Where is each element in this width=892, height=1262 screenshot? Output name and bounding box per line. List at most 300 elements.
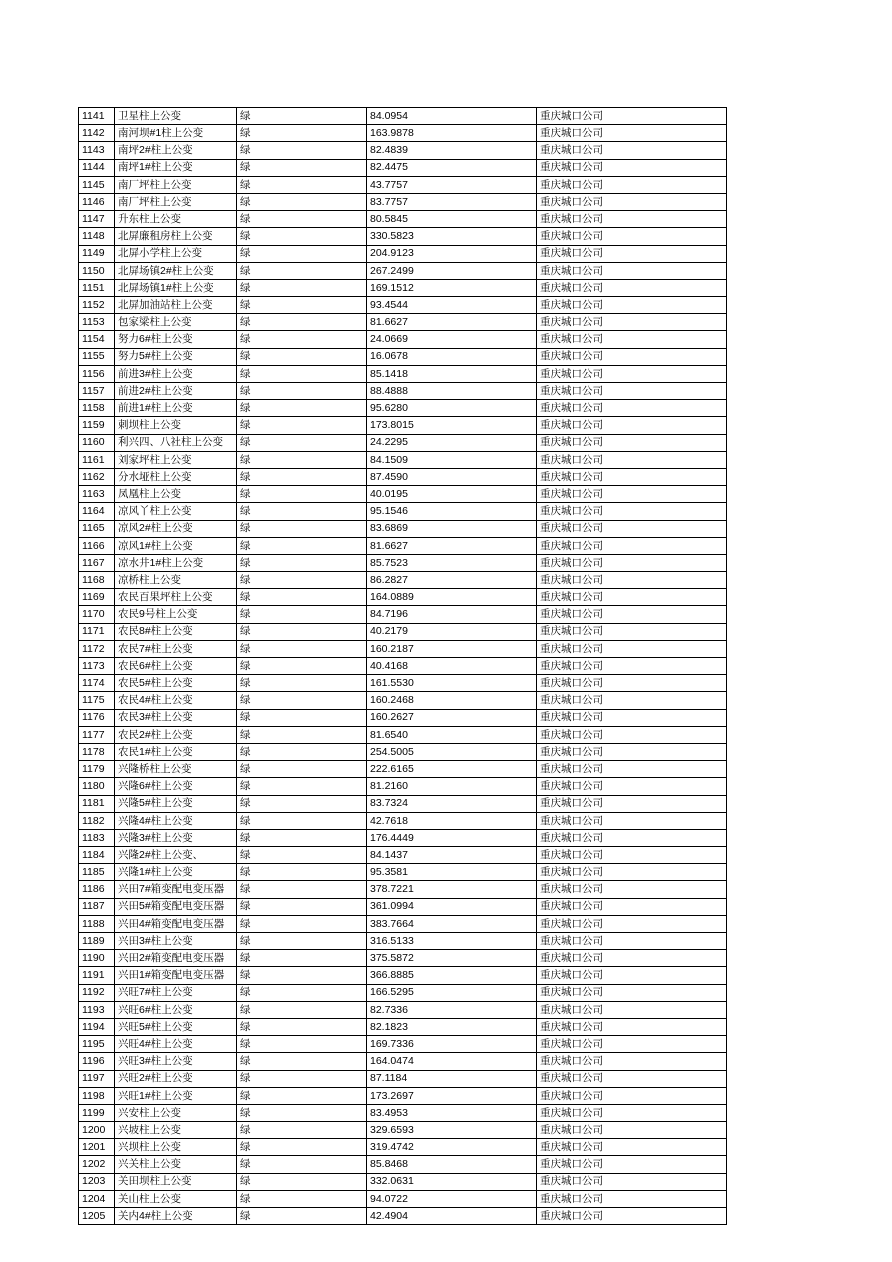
device-name: 北屏加油站柱上公变 [115, 297, 237, 314]
color-label: 绿 [237, 829, 367, 846]
value: 166.5295 [367, 984, 537, 1001]
color-label: 绿 [237, 778, 367, 795]
value: 84.1437 [367, 847, 537, 864]
table-row [79, 434, 727, 451]
device-name: 农民百果坪柱上公变 [115, 589, 237, 606]
row-index: 1145 [79, 176, 115, 193]
color-label: 绿 [237, 193, 367, 210]
value: 40.2179 [367, 623, 537, 640]
device-name: 兴隆桥柱上公变 [115, 761, 237, 778]
device-name: 兴旺7#柱上公变 [115, 984, 237, 1001]
value: 378.7221 [367, 881, 537, 898]
device-name: 南坪1#柱上公变 [115, 159, 237, 176]
table-row [79, 675, 727, 692]
value: 95.6280 [367, 400, 537, 417]
color-label: 绿 [237, 331, 367, 348]
device-name: 北屏场镇2#柱上公变 [115, 262, 237, 279]
row-index: 1147 [79, 211, 115, 228]
row-index: 1143 [79, 142, 115, 159]
value: 164.0889 [367, 589, 537, 606]
device-name: 兴安柱上公变 [115, 1104, 237, 1121]
device-name: 刺坝柱上公变 [115, 417, 237, 434]
color-label: 绿 [237, 468, 367, 485]
table-row [79, 1018, 727, 1035]
value: 222.6165 [367, 761, 537, 778]
table-row [79, 743, 727, 760]
device-name: 农民9号柱上公变 [115, 606, 237, 623]
value: 82.1823 [367, 1018, 537, 1035]
row-index: 1173 [79, 658, 115, 675]
color-label: 绿 [237, 279, 367, 296]
color-label: 绿 [237, 898, 367, 915]
value: 84.0954 [367, 108, 537, 125]
color-label: 绿 [237, 795, 367, 812]
color-label: 绿 [237, 967, 367, 984]
company-name: 重庆城口公司 [537, 675, 727, 692]
row-index: 1165 [79, 520, 115, 537]
value: 95.1546 [367, 503, 537, 520]
table-row [79, 881, 727, 898]
color-label: 绿 [237, 1156, 367, 1173]
color-label: 绿 [237, 1190, 367, 1207]
device-name: 兴旺1#柱上公变 [115, 1087, 237, 1104]
company-name: 重庆城口公司 [537, 486, 727, 503]
value: 95.3581 [367, 864, 537, 881]
device-name: 兴关柱上公变 [115, 1156, 237, 1173]
device-name: 北屏廉租房柱上公变 [115, 228, 237, 245]
row-index: 1164 [79, 503, 115, 520]
table-row [79, 331, 727, 348]
row-index: 1198 [79, 1087, 115, 1104]
row-index: 1204 [79, 1190, 115, 1207]
color-label: 绿 [237, 726, 367, 743]
color-label: 绿 [237, 1018, 367, 1035]
company-name: 重庆城口公司 [537, 950, 727, 967]
color-label: 绿 [237, 211, 367, 228]
device-name: 分水垭柱上公变 [115, 468, 237, 485]
row-index: 1178 [79, 743, 115, 760]
row-index: 1174 [79, 675, 115, 692]
row-index: 1161 [79, 451, 115, 468]
company-name: 重庆城口公司 [537, 176, 727, 193]
value: 176.4449 [367, 829, 537, 846]
table-row [79, 468, 727, 485]
color-label: 绿 [237, 1070, 367, 1087]
device-name: 农民8#柱上公变 [115, 623, 237, 640]
value: 24.2295 [367, 434, 537, 451]
row-index: 1157 [79, 383, 115, 400]
row-index: 1195 [79, 1036, 115, 1053]
row-index: 1191 [79, 967, 115, 984]
company-name: 重庆城口公司 [537, 1173, 727, 1190]
color-label: 绿 [237, 915, 367, 932]
row-index: 1144 [79, 159, 115, 176]
company-name: 重庆城口公司 [537, 142, 727, 159]
device-name: 兴田5#箱变配电变压器 [115, 898, 237, 915]
row-index: 1179 [79, 761, 115, 778]
value: 42.4904 [367, 1208, 537, 1225]
row-index: 1155 [79, 348, 115, 365]
value: 86.2827 [367, 572, 537, 589]
device-name: 兴田3#柱上公变 [115, 933, 237, 950]
company-name: 重庆城口公司 [537, 434, 727, 451]
company-name: 重庆城口公司 [537, 589, 727, 606]
table-row [79, 933, 727, 950]
table-row [79, 1070, 727, 1087]
device-name: 兴隆2#柱上公变、 [115, 847, 237, 864]
table-row [79, 279, 727, 296]
company-name: 重庆城口公司 [537, 812, 727, 829]
color-label: 绿 [237, 142, 367, 159]
table-row [79, 314, 727, 331]
value: 85.1418 [367, 365, 537, 382]
color-label: 绿 [237, 606, 367, 623]
company-name: 重庆城口公司 [537, 1053, 727, 1070]
device-name: 前进2#柱上公变 [115, 383, 237, 400]
company-name: 重庆城口公司 [537, 898, 727, 915]
value: 83.7324 [367, 795, 537, 812]
device-name: 兴隆5#柱上公变 [115, 795, 237, 812]
table-row [79, 761, 727, 778]
device-name: 兴田1#箱变配电变压器 [115, 967, 237, 984]
row-index: 1141 [79, 108, 115, 125]
row-index: 1175 [79, 692, 115, 709]
device-name: 关山柱上公变 [115, 1190, 237, 1207]
color-label: 绿 [237, 348, 367, 365]
color-label: 绿 [237, 933, 367, 950]
color-label: 绿 [237, 743, 367, 760]
device-name: 兴旺4#柱上公变 [115, 1036, 237, 1053]
row-index: 1172 [79, 640, 115, 657]
row-index: 1199 [79, 1104, 115, 1121]
device-name: 北屏小学柱上公变 [115, 245, 237, 262]
company-name: 重庆城口公司 [537, 211, 727, 228]
color-label: 绿 [237, 434, 367, 451]
color-label: 绿 [237, 554, 367, 571]
company-name: 重庆城口公司 [537, 1001, 727, 1018]
device-name: 利兴四、八社柱上公变 [115, 434, 237, 451]
table-row [79, 847, 727, 864]
row-index: 1151 [79, 279, 115, 296]
color-label: 绿 [237, 572, 367, 589]
row-index: 1177 [79, 726, 115, 743]
table-row [79, 623, 727, 640]
transformer-table [78, 107, 727, 1225]
device-name: 刘家坪柱上公变 [115, 451, 237, 468]
table-row [79, 520, 727, 537]
device-name: 农民5#柱上公变 [115, 675, 237, 692]
device-name: 兴田2#箱变配电变压器 [115, 950, 237, 967]
color-label: 绿 [237, 1173, 367, 1190]
value: 169.7336 [367, 1036, 537, 1053]
value: 81.6540 [367, 726, 537, 743]
device-name: 兴旺3#柱上公变 [115, 1053, 237, 1070]
table-row [79, 1156, 727, 1173]
value: 88.4888 [367, 383, 537, 400]
value: 173.8015 [367, 417, 537, 434]
row-index: 1159 [79, 417, 115, 434]
color-label: 绿 [237, 589, 367, 606]
row-index: 1160 [79, 434, 115, 451]
table-row [79, 726, 727, 743]
color-label: 绿 [237, 881, 367, 898]
company-name: 重庆城口公司 [537, 709, 727, 726]
table-row [79, 451, 727, 468]
row-index: 1196 [79, 1053, 115, 1070]
device-name: 兴田4#箱变配电变压器 [115, 915, 237, 932]
color-label: 绿 [237, 950, 367, 967]
table-row [79, 984, 727, 1001]
company-name: 重庆城口公司 [537, 915, 727, 932]
color-label: 绿 [237, 245, 367, 262]
device-name: 凉风2#柱上公变 [115, 520, 237, 537]
row-index: 1169 [79, 589, 115, 606]
device-name: 农民6#柱上公变 [115, 658, 237, 675]
company-name: 重庆城口公司 [537, 692, 727, 709]
table-row [79, 829, 727, 846]
color-label: 绿 [237, 297, 367, 314]
company-name: 重庆城口公司 [537, 193, 727, 210]
company-name: 重庆城口公司 [537, 640, 727, 657]
color-label: 绿 [237, 176, 367, 193]
color-label: 绿 [237, 1001, 367, 1018]
table-row [79, 503, 727, 520]
device-name: 农民3#柱上公变 [115, 709, 237, 726]
row-index: 1190 [79, 950, 115, 967]
color-label: 绿 [237, 1053, 367, 1070]
value: 43.7757 [367, 176, 537, 193]
color-label: 绿 [237, 1139, 367, 1156]
company-name: 重庆城口公司 [537, 829, 727, 846]
color-label: 绿 [237, 709, 367, 726]
value: 40.4168 [367, 658, 537, 675]
value: 82.4475 [367, 159, 537, 176]
table-row [79, 812, 727, 829]
company-name: 重庆城口公司 [537, 108, 727, 125]
company-name: 重庆城口公司 [537, 279, 727, 296]
table-row [79, 537, 727, 554]
table-row [79, 417, 727, 434]
table-row [79, 967, 727, 984]
value: 329.6593 [367, 1122, 537, 1139]
value: 160.2187 [367, 640, 537, 657]
device-name: 凤凰柱上公变 [115, 486, 237, 503]
device-name: 凉水井1#柱上公变 [115, 554, 237, 571]
company-name: 重庆城口公司 [537, 1139, 727, 1156]
row-index: 1188 [79, 915, 115, 932]
company-name: 重庆城口公司 [537, 1190, 727, 1207]
row-index: 1205 [79, 1208, 115, 1225]
table-row [79, 400, 727, 417]
company-name: 重庆城口公司 [537, 159, 727, 176]
color-label: 绿 [237, 537, 367, 554]
value: 87.1184 [367, 1070, 537, 1087]
company-name: 重庆城口公司 [537, 967, 727, 984]
table-row [79, 778, 727, 795]
row-index: 1194 [79, 1018, 115, 1035]
value: 204.9123 [367, 245, 537, 262]
table-row [79, 297, 727, 314]
color-label: 绿 [237, 984, 367, 1001]
company-name: 重庆城口公司 [537, 761, 727, 778]
device-name: 南坪2#柱上公变 [115, 142, 237, 159]
company-name: 重庆城口公司 [537, 125, 727, 142]
device-name: 兴旺6#柱上公变 [115, 1001, 237, 1018]
value: 316.5133 [367, 933, 537, 950]
row-index: 1200 [79, 1122, 115, 1139]
color-label: 绿 [237, 417, 367, 434]
company-name: 重庆城口公司 [537, 537, 727, 554]
value: 164.0474 [367, 1053, 537, 1070]
company-name: 重庆城口公司 [537, 503, 727, 520]
color-label: 绿 [237, 1104, 367, 1121]
row-index: 1158 [79, 400, 115, 417]
company-name: 重庆城口公司 [537, 743, 727, 760]
color-label: 绿 [237, 108, 367, 125]
device-name: 凉风丫柱上公变 [115, 503, 237, 520]
company-name: 重庆城口公司 [537, 400, 727, 417]
value: 81.6627 [367, 314, 537, 331]
color-label: 绿 [237, 864, 367, 881]
table-row [79, 348, 727, 365]
color-label: 绿 [237, 1036, 367, 1053]
value: 40.0195 [367, 486, 537, 503]
device-name: 兴隆3#柱上公变 [115, 829, 237, 846]
row-index: 1170 [79, 606, 115, 623]
row-index: 1201 [79, 1139, 115, 1156]
value: 163.9878 [367, 125, 537, 142]
company-name: 重庆城口公司 [537, 1104, 727, 1121]
table-row [79, 365, 727, 382]
company-name: 重庆城口公司 [537, 847, 727, 864]
device-name: 农民4#柱上公变 [115, 692, 237, 709]
company-name: 重庆城口公司 [537, 451, 727, 468]
company-name: 重庆城口公司 [537, 228, 727, 245]
row-index: 1184 [79, 847, 115, 864]
company-name: 重庆城口公司 [537, 1122, 727, 1139]
device-name: 包家梁柱上公变 [115, 314, 237, 331]
table-row [79, 554, 727, 571]
company-name: 重庆城口公司 [537, 1018, 727, 1035]
value: 93.4544 [367, 297, 537, 314]
table-row [79, 589, 727, 606]
value: 383.7664 [367, 915, 537, 932]
color-label: 绿 [237, 1208, 367, 1225]
value: 94.0722 [367, 1190, 537, 1207]
device-name: 南厂坪柱上公变 [115, 193, 237, 210]
company-name: 重庆城口公司 [537, 383, 727, 400]
company-name: 重庆城口公司 [537, 417, 727, 434]
device-name: 南河坝#1柱上公变 [115, 125, 237, 142]
table-row [79, 915, 727, 932]
color-label: 绿 [237, 847, 367, 864]
table-row [79, 1139, 727, 1156]
company-name: 重庆城口公司 [537, 606, 727, 623]
company-name: 重庆城口公司 [537, 623, 727, 640]
value: 81.2160 [367, 778, 537, 795]
color-label: 绿 [237, 658, 367, 675]
row-index: 1168 [79, 572, 115, 589]
company-name: 重庆城口公司 [537, 1070, 727, 1087]
device-name: 兴隆4#柱上公变 [115, 812, 237, 829]
device-name: 兴旺5#柱上公变 [115, 1018, 237, 1035]
row-index: 1181 [79, 795, 115, 812]
value: 83.4953 [367, 1104, 537, 1121]
row-index: 1180 [79, 778, 115, 795]
device-name: 卫星柱上公变 [115, 108, 237, 125]
device-name: 凉风1#柱上公变 [115, 537, 237, 554]
color-label: 绿 [237, 400, 367, 417]
company-name: 重庆城口公司 [537, 1208, 727, 1225]
row-index: 1183 [79, 829, 115, 846]
value: 24.0669 [367, 331, 537, 348]
color-label: 绿 [237, 228, 367, 245]
value: 87.4590 [367, 468, 537, 485]
color-label: 绿 [237, 1122, 367, 1139]
company-name: 重庆城口公司 [537, 348, 727, 365]
row-index: 1153 [79, 314, 115, 331]
company-name: 重庆城口公司 [537, 297, 727, 314]
value: 80.5845 [367, 211, 537, 228]
value: 366.8885 [367, 967, 537, 984]
company-name: 重庆城口公司 [537, 933, 727, 950]
color-label: 绿 [237, 262, 367, 279]
table-row [79, 692, 727, 709]
value: 82.7336 [367, 1001, 537, 1018]
company-name: 重庆城口公司 [537, 881, 727, 898]
row-index: 1185 [79, 864, 115, 881]
row-index: 1142 [79, 125, 115, 142]
color-label: 绿 [237, 503, 367, 520]
table-row [79, 1087, 727, 1104]
row-index: 1156 [79, 365, 115, 382]
row-index: 1152 [79, 297, 115, 314]
company-name: 重庆城口公司 [537, 520, 727, 537]
company-name: 重庆城口公司 [537, 468, 727, 485]
value: 173.2697 [367, 1087, 537, 1104]
row-index: 1167 [79, 554, 115, 571]
row-index: 1166 [79, 537, 115, 554]
row-index: 1162 [79, 468, 115, 485]
value: 81.6627 [367, 537, 537, 554]
company-name: 重庆城口公司 [537, 795, 727, 812]
table-row [79, 1053, 727, 1070]
table-row [79, 159, 727, 176]
table-row [79, 176, 727, 193]
color-label: 绿 [237, 675, 367, 692]
value: 160.2468 [367, 692, 537, 709]
value: 267.2499 [367, 262, 537, 279]
color-label: 绿 [237, 383, 367, 400]
company-name: 重庆城口公司 [537, 554, 727, 571]
table-row [79, 1036, 727, 1053]
company-name: 重庆城口公司 [537, 1156, 727, 1173]
table-row [79, 211, 727, 228]
table-row [79, 383, 727, 400]
table-row [79, 142, 727, 159]
device-name: 关内4#柱上公变 [115, 1208, 237, 1225]
row-index: 1189 [79, 933, 115, 950]
table-row [79, 709, 727, 726]
color-label: 绿 [237, 623, 367, 640]
table-row [79, 572, 727, 589]
company-name: 重庆城口公司 [537, 262, 727, 279]
company-name: 重庆城口公司 [537, 726, 727, 743]
color-label: 绿 [237, 1087, 367, 1104]
color-label: 绿 [237, 125, 367, 142]
value: 161.5530 [367, 675, 537, 692]
table-row [79, 1190, 727, 1207]
